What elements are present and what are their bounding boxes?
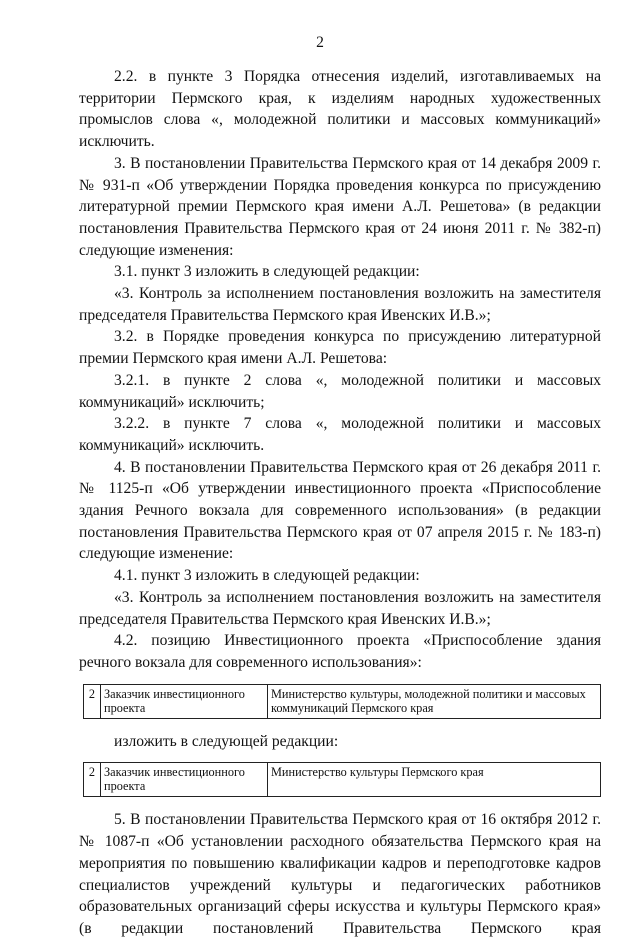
paragraph-3: 3. В постановлении Правительства Пермского края от 14 декабря 2009 г. № 931-п «Об утверждении Порядка проведения конкурса по присуждению литературной премии Пермского края имени А.Л. Решетова» (в редакции постановления Правительства Пермского края от 24 июня 2011 г. № 382-п) следующие изменения: <box>79 154 601 259</box>
mid-text: изложить в следующей редакции: <box>114 732 339 750</box>
table-cell-number: 2 <box>84 763 101 797</box>
table-cell-value: Министерство культуры Пермского края <box>268 763 601 797</box>
paragraph-3-2-1: 3.2.1. в пункте 2 слова «, молодежной политики и массовых коммуникаций» исключить; <box>79 371 601 411</box>
table-cell-number: 2 <box>84 684 101 718</box>
table-cell-label: Заказчик инвестиционного проекта <box>101 684 268 718</box>
paragraph-3-1: 3.1. пункт 3 изложить в следующей редакции: <box>114 263 420 281</box>
table-row <box>84 684 601 718</box>
table-cell-label: Заказчик инвестиционного проекта <box>101 763 268 797</box>
new-position-table <box>83 762 601 797</box>
paragraph-3-2: 3.2. в Порядке проведения конкурса по присуждению литературной премии Пермского края имени А.Л. Решетова: <box>79 328 601 368</box>
page-number: 2 <box>316 34 324 51</box>
paragraph-5: 5. В постановлении Правительства Пермского края от 16 октября 2012 г. № 1087-п «Об установлении расходного обязательства Пермского края на мероприятия по повышению квалификации кадров и переподготовке кадров специалистов учреждений культуры и педагогических работников образовательных организаций сферы искусства и культуры Пермского края» (в редакции постановлений Правительства Пермского края <box>79 811 601 937</box>
paragraph-4-2: 4.2. позицию Инвестиционного проекта «Приспособление здания речного вокзала для современного использования»: <box>79 632 601 671</box>
paragraph-3-2-2: 3.2.2. в пункте 7 слова «, молодежной политики и массовых коммуникаций» исключить. <box>79 415 601 454</box>
paragraph-2-2: 2.2. в пункте 3 Порядка отнесения изделий, изготавливаемых на территории Пермского края, к изделиям народных художественных промыслов слова «, молодежной политики и массовых коммуникаций» исключить. <box>79 68 601 151</box>
paragraph-3-1-quote: «3. Контроль за исполнением постановления возложить на заместителя председателя Правительства Пермского края Ивенских И.В.»; <box>79 285 601 324</box>
document-body <box>79 66 601 940</box>
table-row <box>84 763 601 797</box>
paragraph-4: 4. В постановлении Правительства Пермского края от 26 декабря 2011 г. № 1125-п «Об утверждении инвестиционного проекта «Приспособление здания Речного вокзала для современного использования» (в редакции постановления Правительства Пермского края от 07 апреля 2015 г. № 183-п) следующие изменение: <box>79 458 601 563</box>
paragraph-4-1-quote: «3. Контроль за исполнением постановления возложить на заместителя председателя Правительства Пермского края Ивенских И.В.»; <box>79 588 601 628</box>
table-cell-value: Министерство культуры, молодежной политики и массовых коммуникаций Пермского края <box>268 684 601 718</box>
paragraph-4-1: 4.1. пункт 3 изложить в следующей редакции: <box>114 567 420 585</box>
old-position-table <box>83 684 601 719</box>
